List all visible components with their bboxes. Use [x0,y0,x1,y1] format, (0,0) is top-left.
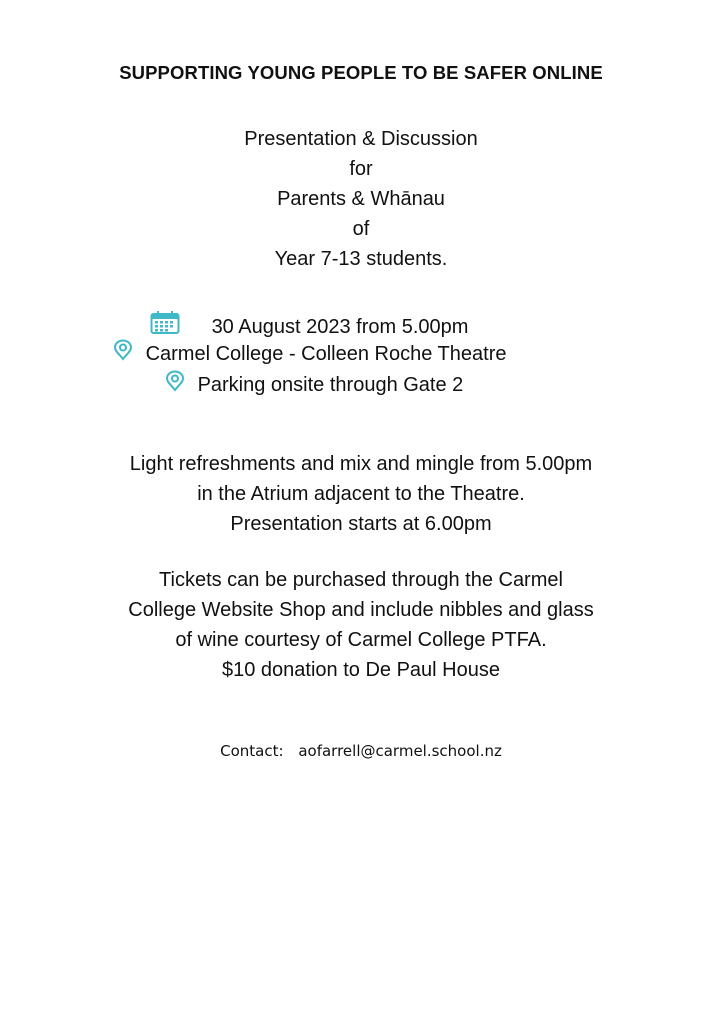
event-venue-text: Carmel College - Colleen Roche Theatre [145,343,507,365]
tickets-line: Tickets can be purchased through the Carmel [159,569,563,591]
audience-line: of [352,218,370,240]
audience-block [0,124,722,274]
contact-label: Contact: [220,742,284,760]
event-date-text: 30 August 2023 from 5.00pm [211,315,469,338]
audience-line: Year 7-13 students. [274,248,448,270]
refreshments-line: in the Atrium adjacent to the Theatre. [197,483,525,505]
location-pin-icon [112,339,134,370]
event-venue [112,339,506,369]
event-date [150,311,468,341]
location-pin-icon [164,370,186,401]
refreshments-line: Presentation starts at 6.00pm [230,513,492,535]
tickets-line: of wine courtesy of Carmel College PTFA. [175,629,547,651]
refreshments-block [0,449,722,539]
tickets-line: $10 donation to De Paul House [222,659,500,681]
contact-email[interactable]: aofarrell@carmel.school.nz [298,742,502,760]
tickets-line: College Website Shop and include nibbles and glass [128,599,594,621]
audience-line: Presentation & Discussion [244,128,478,150]
event-parking [164,370,463,400]
event-parking-text: Parking onsite through Gate 2 [197,374,464,396]
tickets-block [0,565,722,685]
flyer-title: SUPPORTING YOUNG PEOPLE TO BE SAFER ONLINE [119,62,603,83]
audience-line: Parents & Whānau [277,188,445,210]
contact-line [0,742,722,760]
audience-line: for [349,158,373,180]
refreshments-line: Light refreshments and mix and mingle from 5.00pm [129,453,593,475]
